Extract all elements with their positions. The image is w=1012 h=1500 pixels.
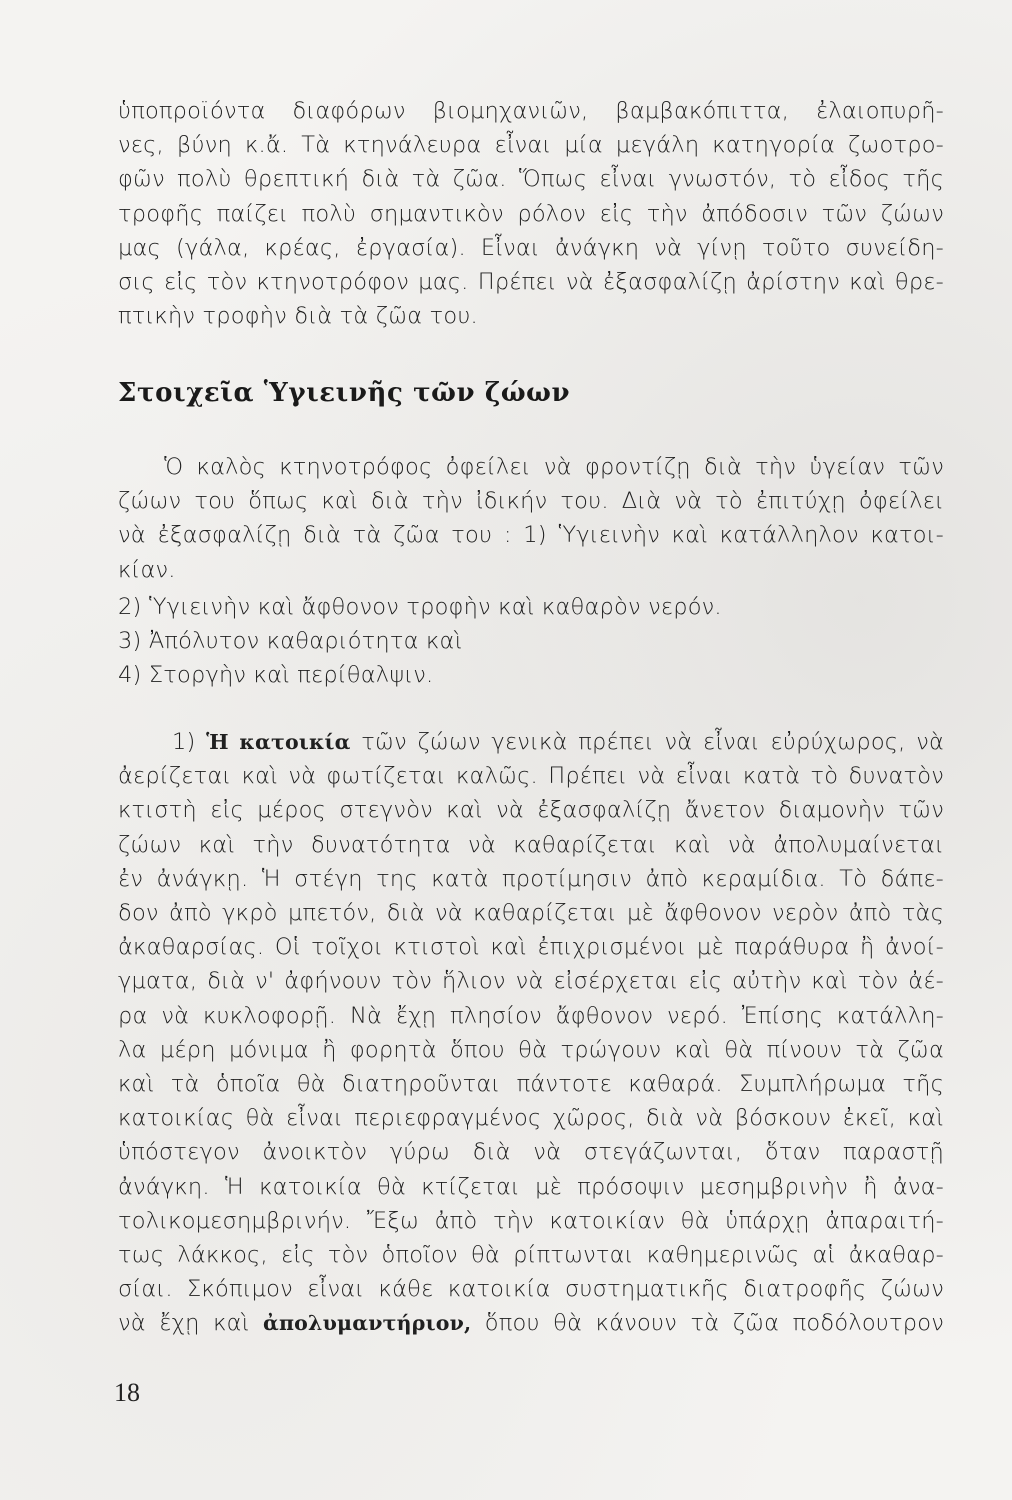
paragraph-line: ἀνάγκη. Ἡ κατοικία θὰ κτίζεται μὲ πρόσοψιν μεσημβρινὴν ἢ ἀνα-	[118, 1173, 944, 1200]
paragraph-line: κτιστὴ εἰς μέρος στεγνὸν καὶ νὰ ἐξασφαλίζῃ ἄνετον διαμονὴν τῶν	[118, 797, 944, 824]
paragraph-feed	[118, 94, 944, 333]
paragraph-line: σις εἰς τὸν κτηνοτρόφον μας. Πρέπει νὰ ἐξασφαλίζῃ ἀρίστην καὶ θρε-	[118, 269, 944, 296]
paragraph-line: καὶ τὰ ὁποῖα θὰ διατηροῦνται πάντοτε καθαρά. Συμπλήρωμα τῆς	[118, 1071, 944, 1098]
paragraph-line: ἀκαθαρσίας. Οἱ τοῖχοι κτιστοὶ καὶ ἐπιχρισμένοι μὲ παράθυρα ἢ ἀνοί-	[118, 934, 944, 961]
paragraph-line: κατοικίας θὰ εἶναι περιεφραγμένος χῶρος, διὰ νὰ βόσκουν ἐκεῖ, καὶ	[118, 1105, 944, 1132]
paragraph-line: γματα, διὰ ν' ἀφήνουν τὸν ἥλιον νὰ εἰσέρχεται εἰς αὐτὴν καὶ τὸν ἀέ-	[118, 968, 944, 995]
paragraph-line: ἀερίζεται καὶ νὰ φωτίζεται καλῶς. Πρέπει νὰ εἶναι κατὰ τὸ δυνατὸν	[118, 763, 944, 790]
paragraph-line: ὑπόστεγον ἀνοικτὸν γύρω διὰ νὰ στεγάζωνται, ὅταν παραστῇ	[118, 1139, 944, 1166]
paragraph-line	[118, 1306, 944, 1340]
paragraph-line: λα μέρη μόνιμα ἢ φορητὰ ὅπου θὰ τρώγουν καὶ θὰ πίνουν τὰ ζῶα	[118, 1036, 944, 1063]
paragraph-line: Ὁ καλὸς κτηνοτρόφος ὀφείλει νὰ φροντίζῃ διὰ τὴν ὑγείαν τῶν	[164, 454, 944, 480]
paragraph-line: ζώων καὶ τὴν δυνατότητα νὰ καθαρίζεται καὶ νὰ ἀπολυμαίνεται	[118, 831, 944, 858]
requirements-list	[118, 590, 944, 693]
line-text: τῶν ζώων γενικὰ πρέπει νὰ εἶναι εὐρύχωρος, νὰ	[350, 729, 944, 755]
paragraph-intro-hygiene	[118, 450, 944, 587]
bold-term-housing: Ἡ κατοικία	[206, 730, 351, 754]
paragraph-line: νες, βύνη κ.ἄ. Τὰ κτηνάλευρα εἶναι μία μεγάλη κατηγορία ζωοτρο-	[118, 132, 944, 159]
list-item: 3) Ἀπόλυτον καθαριότητα καὶ	[118, 628, 463, 655]
paragraph-line: τολικομεσημβρινήν. Ἔξω ἀπὸ τὴν κατοικίαν θὰ ὑπάρχῃ ἀπαραιτή-	[118, 1207, 944, 1234]
paragraph-line: πτικὴν τροφὴν διὰ τὰ ζῶα του.	[118, 303, 478, 330]
paragraph-line: κίαν.	[118, 556, 176, 583]
list-item: 4) Στοργὴν καὶ περίθαλψιν.	[118, 662, 434, 689]
paragraph-housing	[118, 725, 944, 1341]
paragraph-line: ζώων του ὅπως καὶ διὰ τὴν ἰδικήν του. Διὰ νὰ τὸ ἐπιτύχῃ ὀφείλει	[118, 488, 944, 515]
paragraph-line: τροφῆς παίζει πολὺ σημαντικὸν ρόλον εἰς τὴν ἀπόδοσιν τῶν ζώων	[118, 200, 944, 227]
paragraph-line: ἐν ἀνάγκῃ. Ἡ στέγη της κατὰ προτίμησιν ἀπὸ κεραμίδια. Τὸ δάπε-	[118, 865, 944, 892]
paragraph-line: ὑποπροϊόντα διαφόρων βιομηχανιῶν, βαμβακόπιττα, ἐλαιοπυρῆ-	[118, 98, 944, 124]
item-number: 1)	[172, 729, 207, 755]
paragraph-line: δον ἀπὸ γκρὸ μπετόν, διὰ νὰ καθαρίζεται μὲ ἄφθονον νερὸν ἀπὸ τὰς	[118, 900, 944, 927]
paragraph-line: σίαι. Σκόπιμον εἶναι κάθε κατοικία συστηματικῆς διατροφῆς ζώων	[118, 1276, 944, 1303]
section-heading: Στοιχεῖα Ὑγιεινῆς τῶν ζώων	[118, 378, 571, 408]
page-number: 18	[114, 1378, 140, 1407]
paragraph-line: ρα νὰ κυκλοφορῇ. Νὰ ἔχῃ πλησίον ἄφθονον νερό. Ἐπίσης κατάλλη-	[118, 1002, 944, 1029]
paragraph-line: φῶν πολὺ θρεπτική διὰ τὰ ζῶα. Ὅπως εἶναι γνωστόν, τὸ εἶδος τῆς	[118, 166, 944, 193]
line-text: νὰ ἔχῃ καὶ	[118, 1310, 263, 1337]
bold-term-disinfection: ἀπολυμαντήριον,	[262, 1311, 472, 1336]
paragraph-line: νὰ ἐξασφαλίζῃ διὰ τὰ ζῶα του : 1) Ὑγιεινὴν καὶ κατάλληλον κατοι-	[118, 522, 944, 549]
paragraph-line	[118, 725, 944, 759]
paragraph-line: τως λάκκος, εἰς τὸν ὁποῖον θὰ ρίπτωνται καθημερινῶς αἱ ἀκαθαρ-	[118, 1242, 944, 1269]
line-text: ὅπου θὰ κάνουν τὰ ζῶα ποδόλουτρον	[471, 1310, 944, 1337]
list-item: 2) Ὑγιεινὴν καὶ ἄφθονον τροφὴν καὶ καθαρὸν νερόν.	[118, 594, 722, 620]
paragraph-line: μας (γάλα, κρέας, ἐργασία). Εἶναι ἀνάγκη νὰ γίνῃ τοῦτο συνείδη-	[118, 234, 944, 261]
